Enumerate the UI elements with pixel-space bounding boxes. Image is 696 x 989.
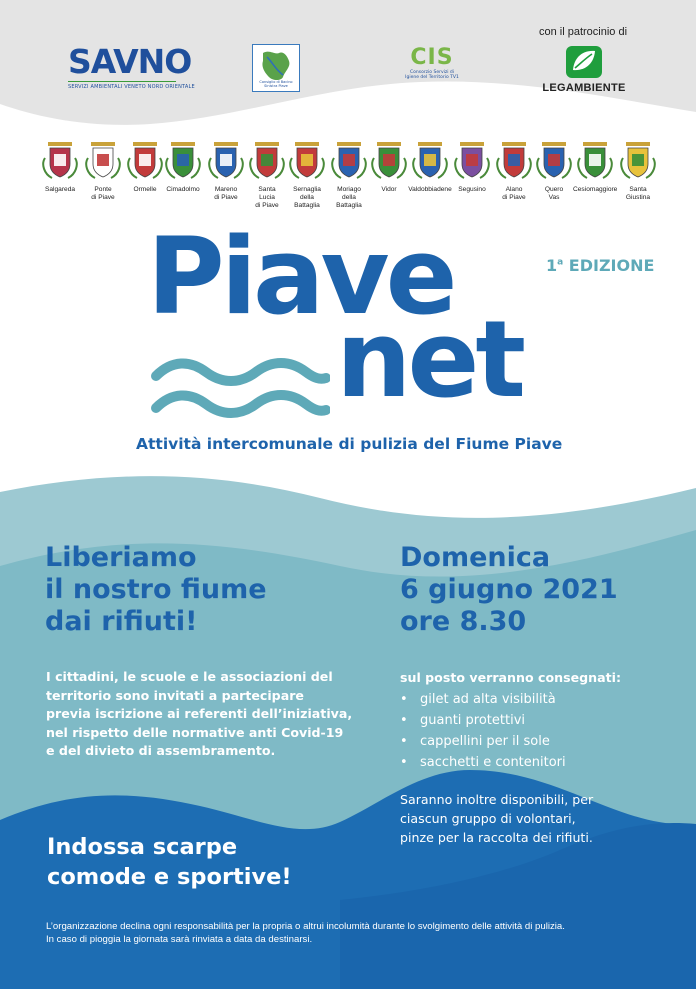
cis-logo — [404, 46, 460, 92]
municipality — [327, 140, 371, 210]
shoes-reminder: Indossa scarpe comode e sportive! — [47, 834, 292, 890]
edition-word: EDIZIONE — [563, 256, 655, 275]
municipality — [367, 140, 411, 194]
disclaimer-footer: L’organizzazione declina ogni responsabilità per la propria o altrui incolumità durante lo svolgimento delle attività di pulizia. In caso di pioggia la giornata sarà rinviata a data da destinarsi. — [46, 921, 565, 945]
list-item-text: guanti protettivi — [420, 713, 526, 728]
bullet-icon: • — [400, 713, 408, 728]
list-item-text: gilet ad alta visibilità — [420, 692, 556, 707]
consiglio-bacino-logo — [252, 44, 300, 92]
list-item — [400, 731, 566, 752]
coat-of-arms-icon — [454, 140, 490, 182]
municipality — [245, 140, 289, 210]
municipality — [532, 140, 576, 202]
municipality-name: Mareno di Piave — [214, 186, 238, 201]
coat-of-arms-icon — [371, 140, 407, 182]
supplies-list — [400, 689, 566, 773]
municipality-name: Moriago della Battaglia — [336, 186, 362, 209]
coat-of-arms-icon — [620, 140, 656, 182]
list-item — [400, 752, 566, 773]
bacino-line2: Sinistra Piave — [264, 84, 288, 88]
title-net: net — [336, 298, 523, 421]
coat-of-arms-icon — [536, 140, 572, 182]
supplies-list-title: sul posto verranno consegnati: — [400, 670, 621, 685]
municipality-name: Segusino — [458, 186, 486, 193]
coat-of-arms-icon — [289, 140, 325, 182]
coat-of-arms-icon — [42, 140, 78, 182]
municipality-name: Vidor — [381, 186, 397, 193]
municipality — [492, 140, 536, 202]
coat-of-arms-icon — [496, 140, 532, 182]
left-headline: Liberiamo il nostro fiume dai rifiuti! — [45, 542, 267, 637]
coat-of-arms-icon — [412, 140, 448, 182]
municipality — [285, 140, 329, 210]
legambiente-leaf-icon — [564, 44, 604, 80]
municipality-name: Valdobbiadene — [408, 186, 452, 193]
edition-number: 1 — [546, 256, 558, 275]
cis-line2: Igiene del Territorio TV1 — [405, 75, 459, 80]
bacino-line1: Consiglio di Bacino — [259, 80, 293, 84]
municipality — [616, 140, 660, 202]
coat-of-arms-icon — [577, 140, 613, 182]
cis-line1: Consorzio Servizi di — [409, 70, 455, 75]
municipality-name: Ormelle — [133, 186, 157, 193]
list-item — [400, 689, 566, 710]
municipality-name: Ponte di Piave — [91, 186, 115, 201]
municipality-name: Santa Giustina — [625, 186, 651, 201]
municipality — [408, 140, 452, 194]
municipality-name: Alano di Piave — [502, 186, 526, 201]
edition-superscript: a — [557, 257, 564, 268]
list-item — [400, 710, 566, 731]
subtitle: Attività intercomunale di pulizia del Fiume Piave — [136, 435, 563, 453]
left-body: I cittadini, le scuole e le associazioni del territorio sono invitati a partecipare previa iscrizione ai referenti dell’iniziativa, nel rispetto delle normative anti Covid-19 e del divieto di assembramento. — [46, 669, 353, 758]
municipality — [450, 140, 494, 194]
cis-wordmark: CIS — [410, 45, 454, 70]
coat-of-arms-icon — [331, 140, 367, 182]
municipality — [81, 140, 125, 202]
coat-of-arms-icon — [249, 140, 285, 182]
title-piave: Piave — [147, 215, 454, 338]
municipality-name: Quero Vas — [544, 186, 564, 201]
bacino-map-icon — [253, 45, 299, 91]
municipality — [573, 140, 617, 194]
patrocinio-label: con il patrocinio di — [538, 26, 628, 38]
legambiente-name: LEGAMBIENTE — [542, 82, 626, 94]
list-item-text: sacchetti e contenitori — [420, 755, 566, 770]
municipality — [204, 140, 248, 202]
coat-of-arms-icon — [85, 140, 121, 182]
savno-tagline: SERVIZI AMBIENTALI VENETO NORD ORIENTALE — [68, 81, 176, 90]
savno-wordmark: SAVNO — [68, 42, 192, 81]
extra-supplies-note: Saranno inoltre disponibili, per ciascun gruppo di volontari, pinze per la raccolta dei rifiuti. — [400, 792, 594, 845]
edition-badge — [546, 256, 654, 275]
municipality — [38, 140, 82, 194]
bullet-icon: • — [400, 755, 408, 770]
municipality — [161, 140, 205, 194]
savno-logo — [68, 42, 195, 92]
coat-of-arms-icon — [165, 140, 201, 182]
municipality-name: Cesiomaggiore — [573, 186, 618, 193]
coat-of-arms-icon — [127, 140, 163, 182]
municipality-name: Santa Lucia di Piave — [255, 186, 279, 209]
list-item-text: cappellini per il sole — [420, 734, 550, 749]
bullet-icon: • — [400, 692, 408, 707]
coat-of-arms-icon — [208, 140, 244, 182]
municipality-name: Cimadolmo — [166, 186, 200, 193]
waves-icon — [150, 350, 330, 426]
municipality-name: Sernaglia della Battaglia — [293, 186, 321, 209]
bullet-icon: • — [400, 734, 408, 749]
municipality-name: Salgareda — [44, 186, 76, 193]
event-date-headline: Domenica 6 giugno 2021 ore 8.30 — [400, 542, 618, 637]
